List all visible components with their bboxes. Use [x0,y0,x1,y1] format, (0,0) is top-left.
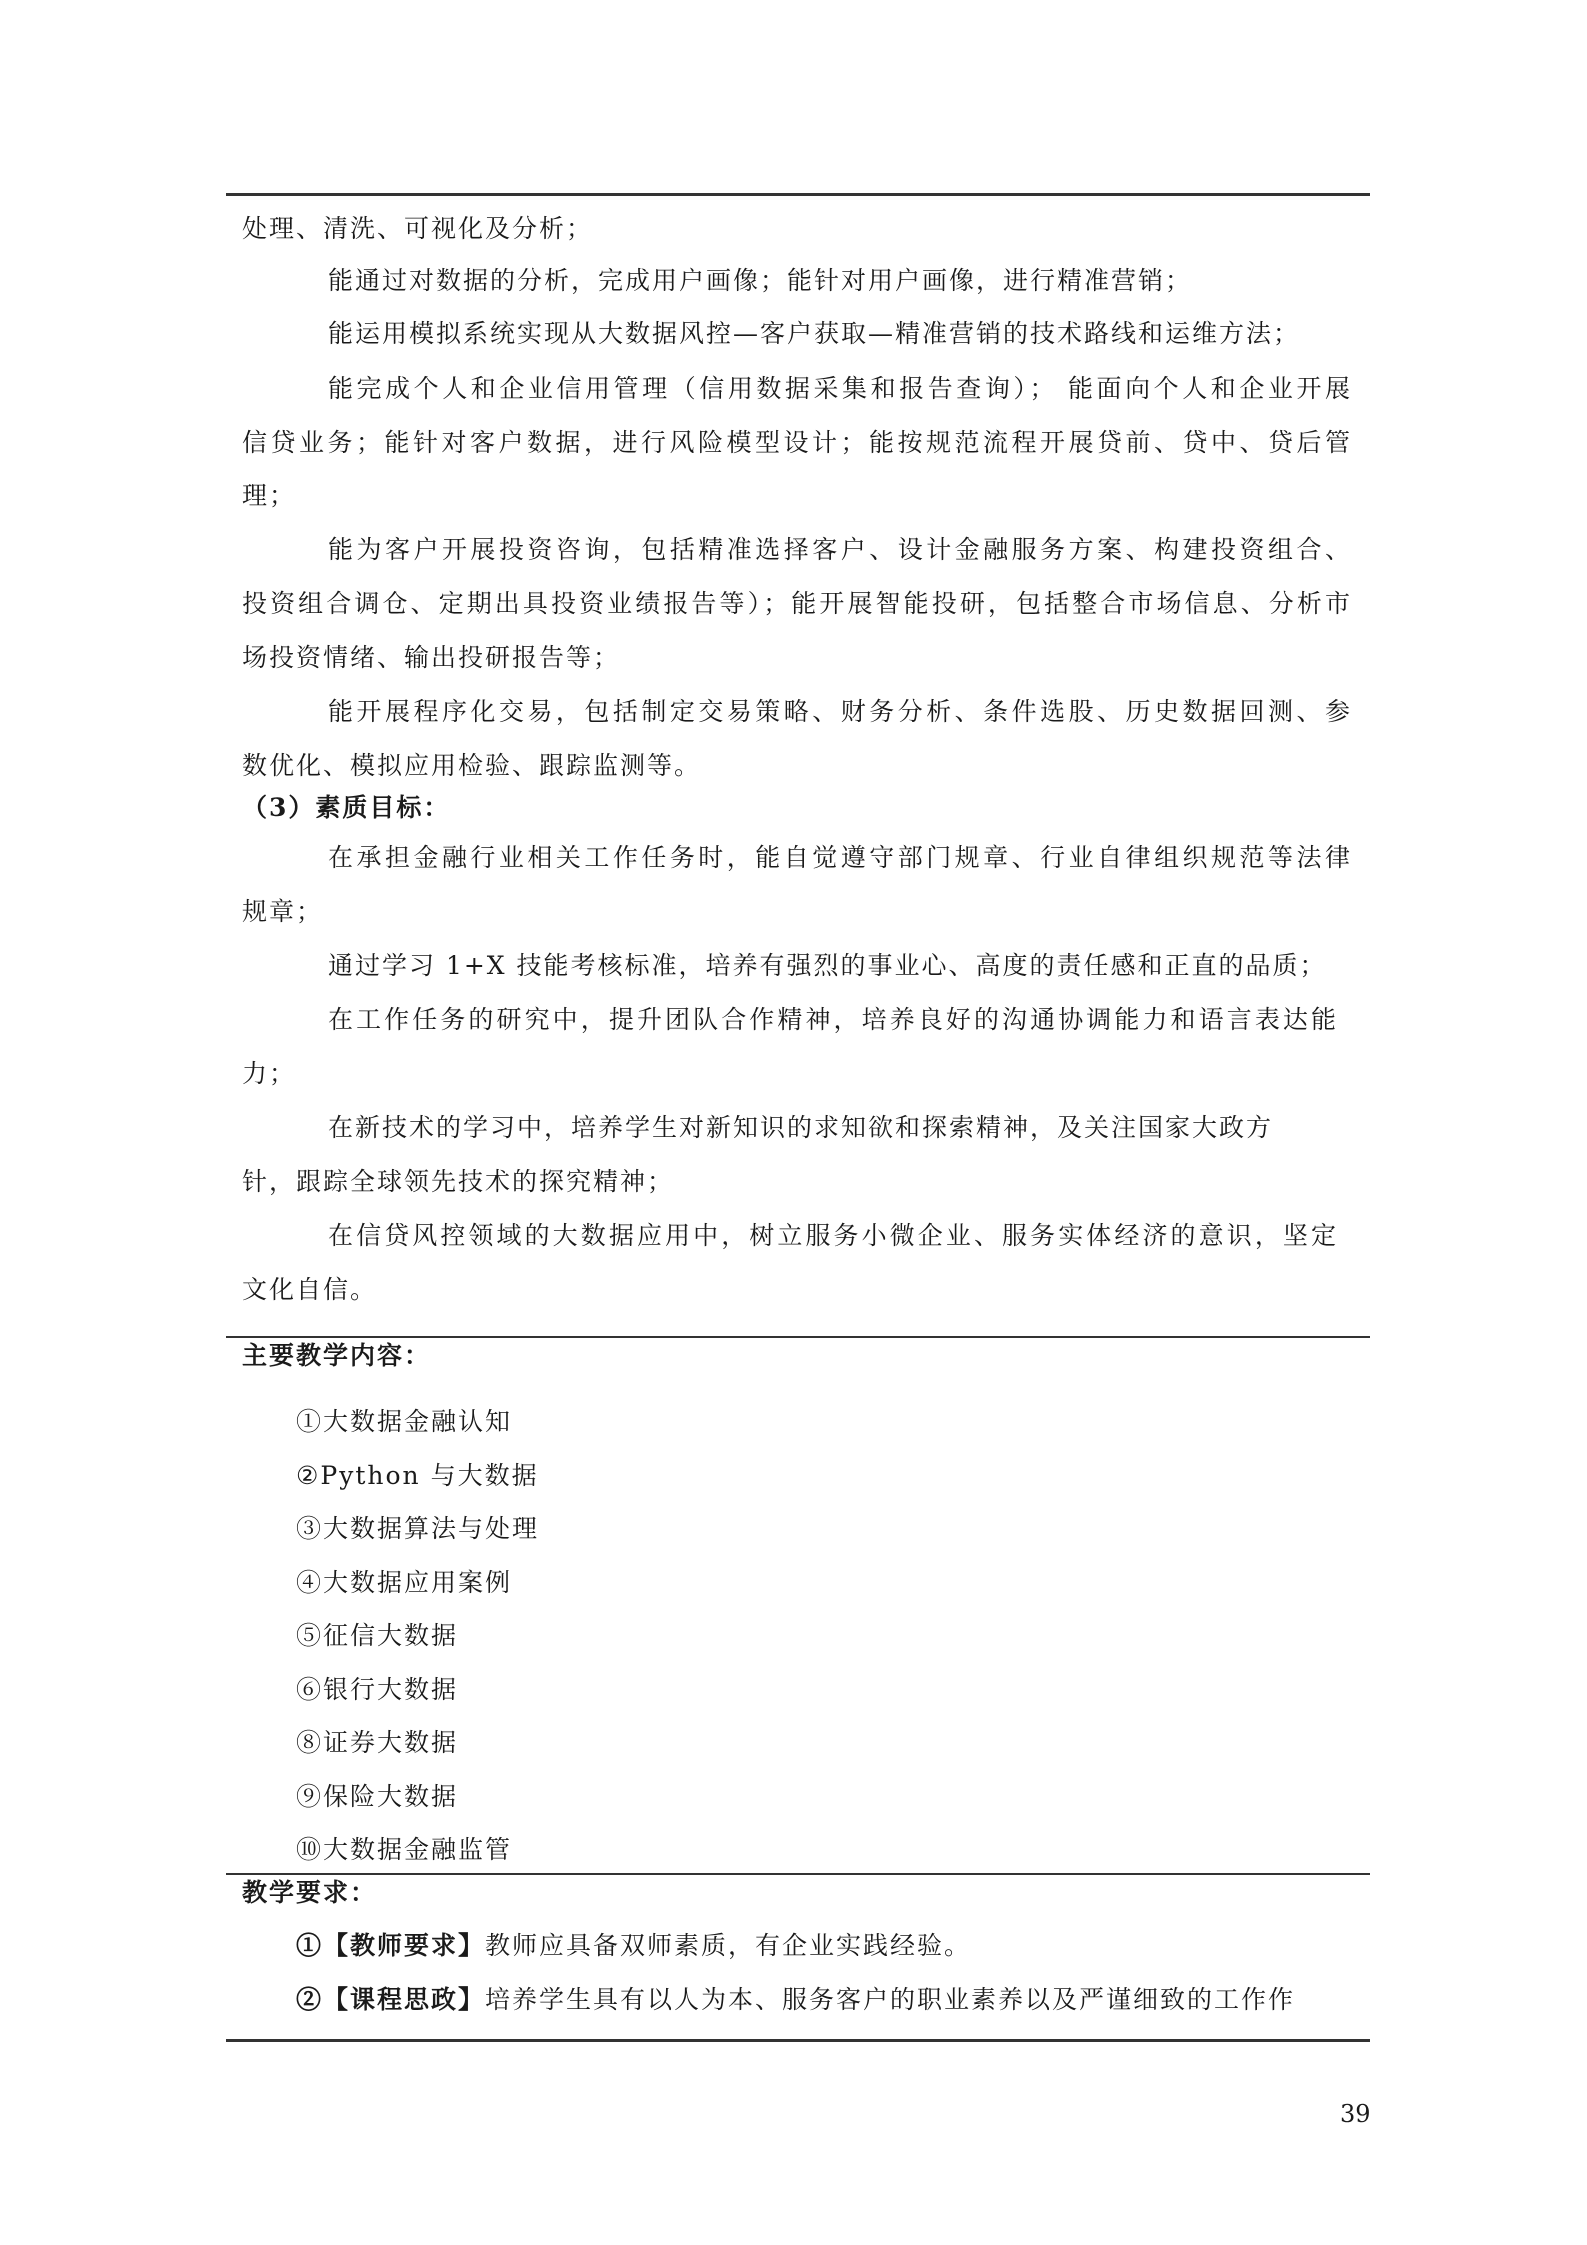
requirement-tag: ②【课程思政】 [296,1985,486,2014]
content-item: ⑩大数据金融监管 [296,1835,513,1864]
requirement-item [296,1929,971,1963]
content-item: ⑨保险大数据 [296,1782,459,1811]
text-line: 能通过对数据的分析，完成用户画像；能针对用户画像，进行精准营销； [328,266,1193,295]
text-line: 投资组合调仓、定期出具投资业绩报告等）；能开展智能投研，包括整合市场信息、分析市 [242,589,1352,618]
text-line: 通过学习 1+X 技能考核标准，培养有强烈的事业心、高度的责任感和正直的品质； [328,951,1327,980]
text-line: 能运用模拟系统实现从大数据风控—客户获取—精准营销的技术路线和运维方法； [328,319,1301,348]
content-item: ②Python 与大数据 [296,1461,539,1490]
content-item: ⑥银行大数据 [296,1675,459,1704]
requirements-heading: 教学要求： [242,1878,378,1907]
text-line: 在工作任务的研究中，提升团队合作精神，培养良好的沟通协调能力和语言表达能 [328,1005,1338,1034]
top-rule [226,193,1370,196]
bottom-rule [226,2039,1370,2042]
requirement-text: 教师应具备双师素质，有企业实践经验。 [485,1931,972,1960]
content-heading: 主要教学内容： [242,1341,432,1370]
content-item: ⑧证券大数据 [296,1728,459,1757]
text-line: 场投资情绪、输出投研报告等； [242,643,621,672]
requirement-tag: ①【教师要求】 [296,1931,486,1960]
text-line: 信贷业务；能针对客户数据，进行风险模型设计；能按规范流程开展贷前、贷中、贷后管 [242,428,1352,457]
text-line: 数优化、模拟应用检验、跟踪监测等。 [242,751,702,780]
divider-content [226,1336,1370,1338]
requirement-item [296,1983,1295,2017]
text-line: 力； [242,1059,297,1088]
page-number: 39 [1340,2100,1371,2128]
content-item: ⑤征信大数据 [296,1621,459,1650]
text-line: 在信贷风控领域的大数据应用中，树立服务小微企业、服务实体经济的意识，坚定 [328,1221,1338,1250]
text-line: 文化自信。 [242,1275,378,1304]
content-item: ③大数据算法与处理 [296,1514,540,1543]
content-item: ①大数据金融认知 [296,1407,513,1436]
text-line: 针，跟踪全球领先技术的探究精神； [242,1167,675,1196]
text-line: 在承担金融行业相关工作任务时，能自觉遵守部门规章、行业自律组织规范等法律 [328,843,1352,872]
requirement-text: 培养学生具有以人为本、服务客户的职业素养以及严谨细致的工作作 [485,1985,1296,2014]
text-line: 理； [242,481,297,510]
quality-heading: （3）素质目标： [242,793,451,822]
divider-requirements [226,1873,1370,1875]
text-line: 能开展程序化交易，包括制定交易策略、财务分析、条件选股、历史数据回测、参 [328,697,1352,726]
text-line: 能完成个人和企业信用管理（信用数据采集和报告查询）； 能面向个人和企业开展 [328,374,1352,403]
text-line: 规章； [242,897,324,926]
text-line: 能为客户开展投资咨询，包括精准选择客户、设计金融服务方案、构建投资组合、 [328,535,1352,564]
text-line: 在新技术的学习中，培养学生对新知识的求知欲和探索精神，及关注国家大政方 [328,1113,1274,1142]
content-item: ④大数据应用案例 [296,1568,513,1597]
text-line: 处理、清洗、可视化及分析； [242,214,594,243]
